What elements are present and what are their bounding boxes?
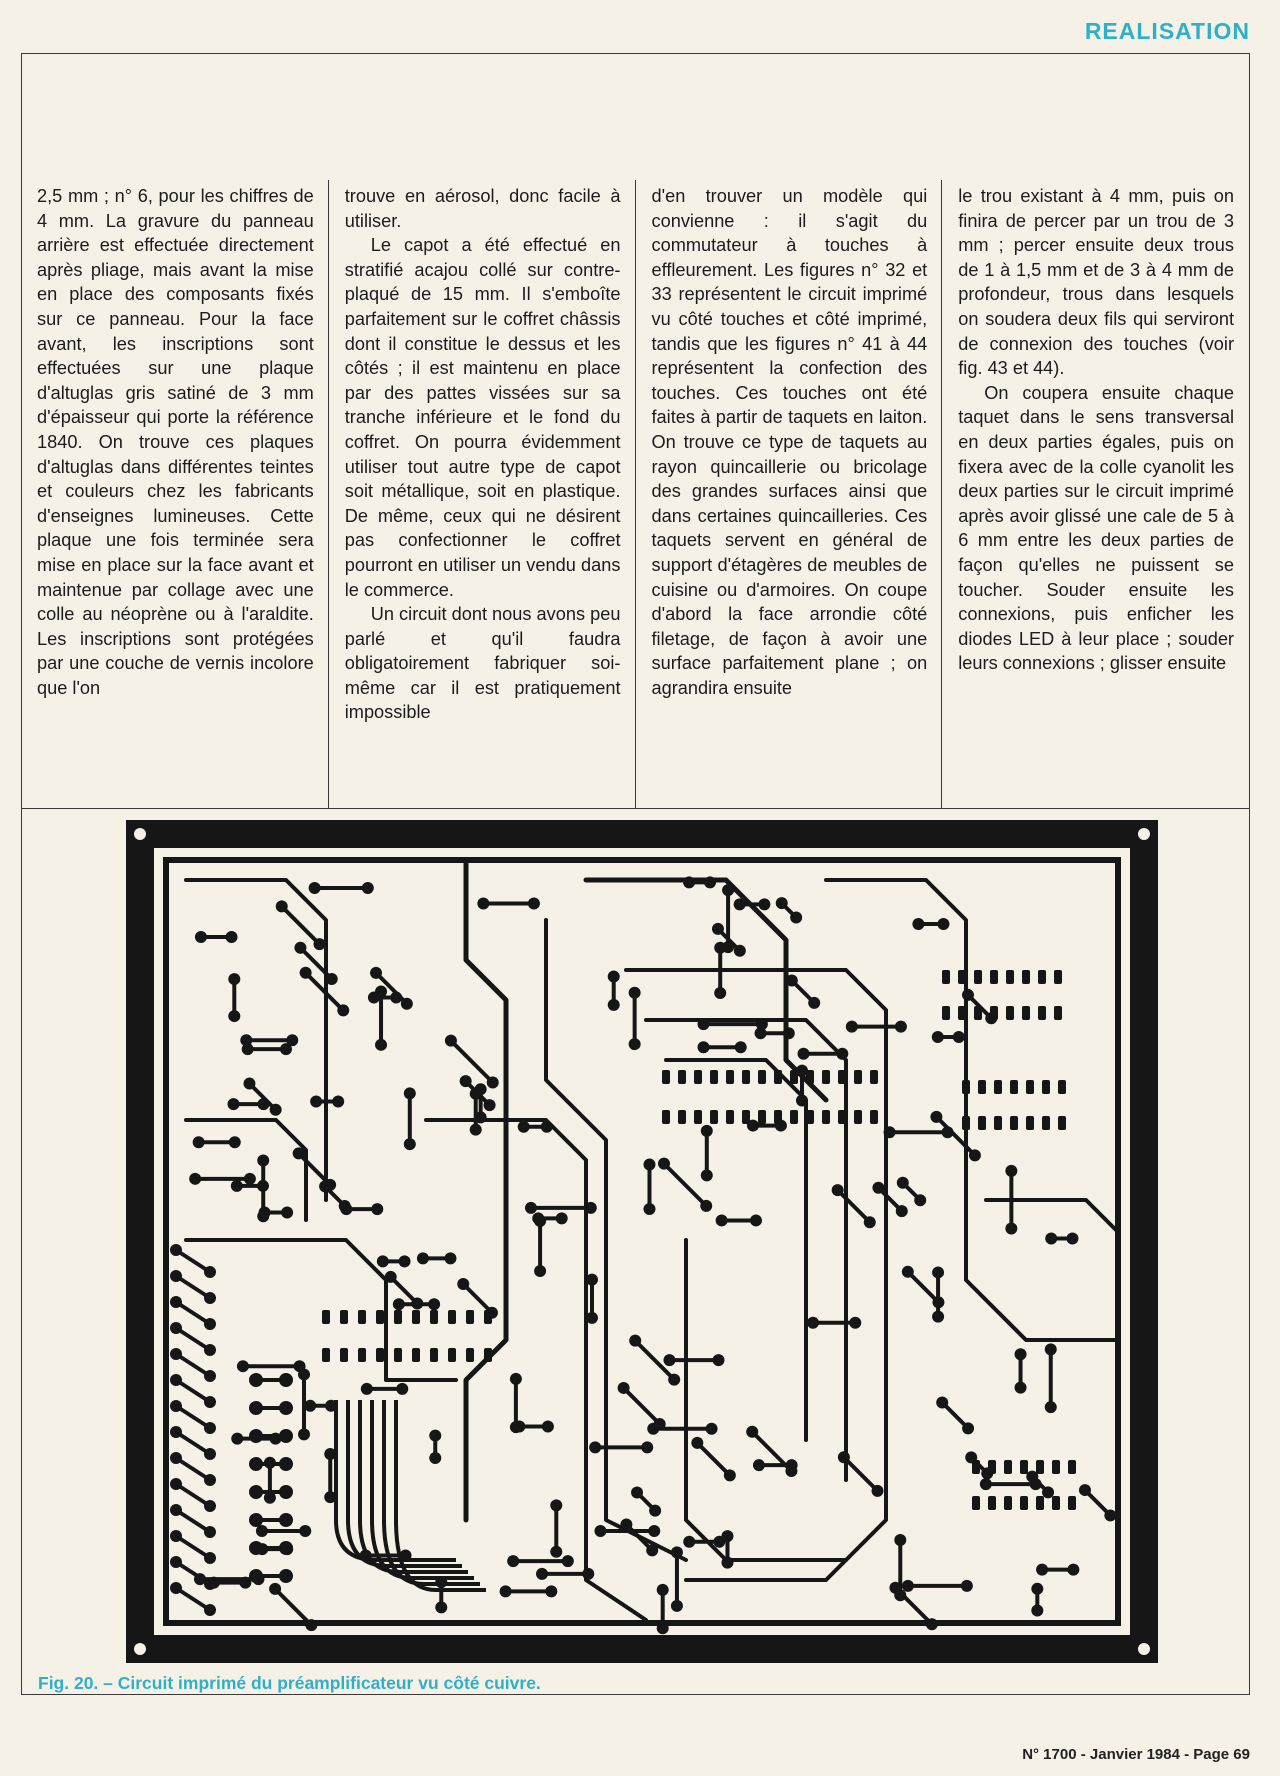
figure-caption: Fig. 20. – Circuit imprimé du préamplificateur vu côté cuivre. bbox=[38, 1673, 541, 1693]
text-column-1 bbox=[21, 180, 328, 808]
pcb-copper-layout-figure bbox=[126, 820, 1158, 1663]
paragraph: Un circuit dont nous avons peu parlé et qu'il faudra obligatoirement fabriquer soi-même car il est pratiquement impossible bbox=[344, 604, 621, 723]
paragraph: Le capot a été effectué en stratifié acajou collé sur contre-plaqué de 15 mm. Il s'emboîte parfaitement sur le coffret châssis dont il constitue le dessus et les côtés ; il est maintenu en place par des pattes vissées sur sa tranche inférieure et le fond du coffret. On pourra évidemment utiliser tout autre type de capot soit métallique, soit en plastique. De même, ceux qui ne désirent pas confectionner le coffret pourront en utiliser un vendu dans le commerce. bbox=[344, 235, 621, 600]
page-footer: N° 1700 - Janvier 1984 - Page 69 bbox=[1022, 1746, 1250, 1763]
article-body bbox=[21, 180, 1248, 808]
paragraph: 2,5 mm ; n° 6, pour les chiffres de 4 mm. La gravure du panneau arrière est effectuée directement après pliage, mais avant la mise en place des composants fixés sur ce panneau. Pour la face avant, les inscriptions sont effectuées sur une plaque d'altuglas gris satiné de 3 mm d'épaisseur qui porte la référence 1840. On trouve ces plaques d'altuglas dans différentes teintes et couleurs chez les fabricants d'enseignes lumineuses. Cette plaque une fois terminée sera mise en place sur la face avant et maintenue par collage avec une colle au néoprène ou à l'araldite. Les inscriptions sont protégées par une couche de vernis incolore que l'on bbox=[37, 186, 314, 698]
paragraph: trouve en aérosol, donc facile à utiliser. bbox=[344, 186, 621, 231]
section-header: REALISATION bbox=[1084, 18, 1250, 44]
text-column-2 bbox=[328, 180, 635, 808]
text-column-4 bbox=[941, 180, 1248, 808]
text-column-3 bbox=[635, 180, 942, 808]
paragraph: On coupera ensuite chaque taquet dans le sens transversal en deux parties égales, puis on fixera avec de la colle cyanolit les deux parties sur le circuit imprimé après avoir glissé une cale de 5 à 6 mm entre les deux parties de façon qu'elles ne puissent se toucher. Souder ensuite les connexions, puis enficher les diodes LED à leur place ; souder leurs connexions ; glisser ensuite bbox=[958, 382, 1234, 674]
paragraph: le trou existant à 4 mm, puis on finira de percer par un trou de 3 mm ; percer ensuite deux trous de 1 à 1,5 mm et de 3 à 4 mm de profondeur, trous dans lesquels on soudera deux fils qui serviront de connexion des touches (voir fig. 43 et 44). bbox=[958, 186, 1234, 379]
paragraph: d'en trouver un modèle qui convienne : il s'agit du commutateur à touches à effleurement. Les figures n° 32 et 33 représentent le circuit imprimé vu côté touches et côté imprimé, tandis que les figures n° 41 à 44 représentent la confection des touches. Ces touches ont été faites à partir de taquets en laiton. On trouve ce type de taquets au rayon quincaillerie ou bricolage des grandes surfaces ainsi que dans certaines quincailleries. Ces taquets servent en général de support d'étagères de meubles de cuisine ou d'armoires. On coupe d'abord la face arrondie côté filetage, de façon à avoir une surface parfaitement plane ; on agrandira ensuite bbox=[651, 186, 928, 698]
column-divider-rule bbox=[21, 808, 1250, 809]
